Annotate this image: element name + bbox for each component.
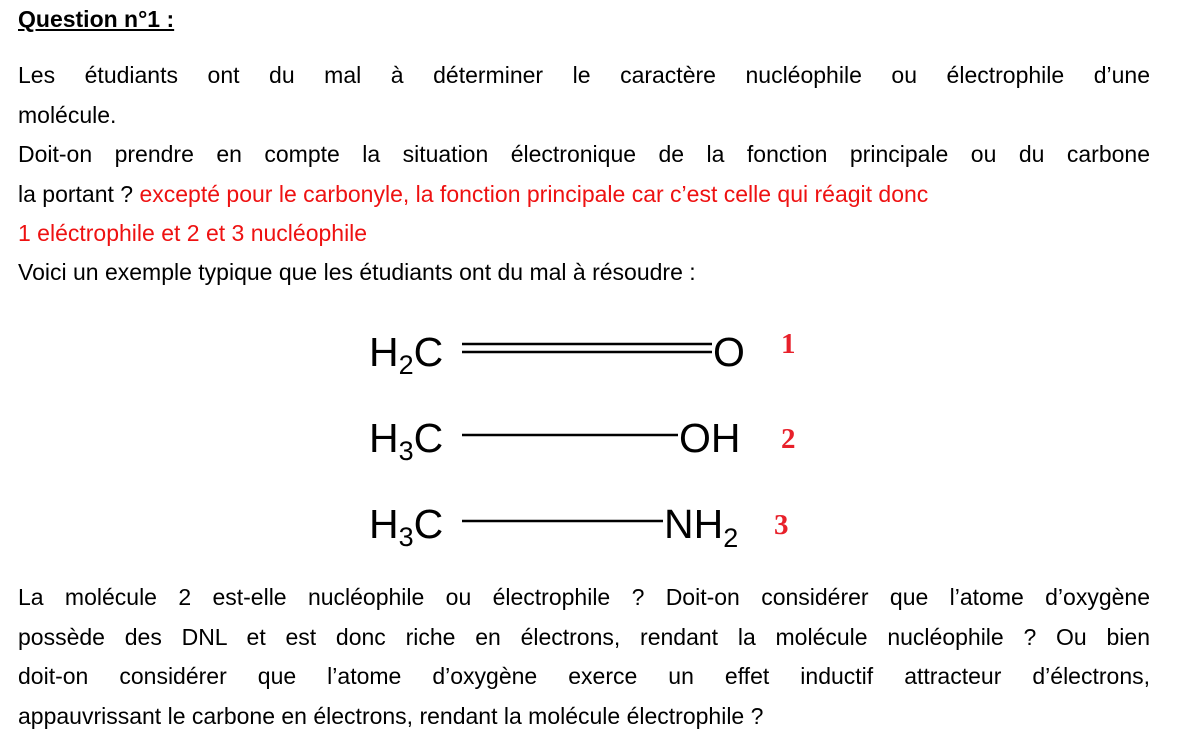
paragraph-intro-line-1: Les étudiants ont du mal à déterminer le caractère nucléophile ou électrophile d’une: [18, 62, 1150, 88]
molecule-1-number: 1: [781, 328, 796, 360]
molecule-2-left-group: H3C: [369, 415, 444, 466]
molecule-2-right-group: OH: [679, 415, 741, 461]
molecule-1: [369, 328, 796, 380]
paragraph-question-line-2-text: la portant ?: [18, 180, 140, 207]
paragraph-question: [18, 135, 1150, 254]
paragraph-discussion-line-1: La molécule 2 est-elle nucléophile ou électrophile ? Doit-on considérer que l’atome d’oxygène: [18, 584, 1150, 610]
paragraph-question-line-2: [18, 175, 1150, 215]
paragraph-intro: [18, 56, 1150, 135]
molecule-1-left-group: H2C: [369, 329, 444, 380]
molecule-3: [369, 501, 789, 553]
molecule-2-number: 2: [781, 423, 796, 455]
paragraph-discussion-line-2: possède des DNL et est donc riche en électrons, rendant la molécule nucléophile ? Ou bien: [18, 623, 1150, 650]
answer-text: excepté pour le carbonyle, la fonction principale car c’est celle qui réagit donc: [139, 180, 929, 207]
paragraph-example-intro: [18, 253, 1150, 293]
paragraph-discussion-line-3: doit-on considérer que l’atome d’oxygène exerce un effet inductif attracteur d’électrons,: [18, 663, 1150, 689]
paragraph-discussion-line-4: appauvrissant le carbone en électrons, rendant la molécule électrophile ?: [18, 702, 764, 729]
paragraph-discussion: [18, 578, 1150, 736]
question-title: Question n°1 :: [18, 6, 175, 32]
molecule-3-right-group: $NH_2$: [664, 501, 739, 553]
paragraph-example-intro-line: Voici un exemple typique que les étudiants ont du mal à résoudre :: [18, 259, 696, 285]
molecule-3-number: 3: [774, 509, 789, 541]
molecule-2: [369, 415, 796, 466]
molecule-1-right-group: O: [713, 329, 745, 375]
molecule-3-left-group: H3C: [369, 501, 444, 552]
answer-text-line-2: 1 eléctrophile et 2 et 3 nucléophile: [18, 220, 368, 246]
paragraph-intro-line-2: molécule.: [18, 101, 117, 128]
paragraph-question-line-1: Doit-on prendre en compte la situation électronique de la fonction principale ou du carbone: [18, 141, 1150, 167]
